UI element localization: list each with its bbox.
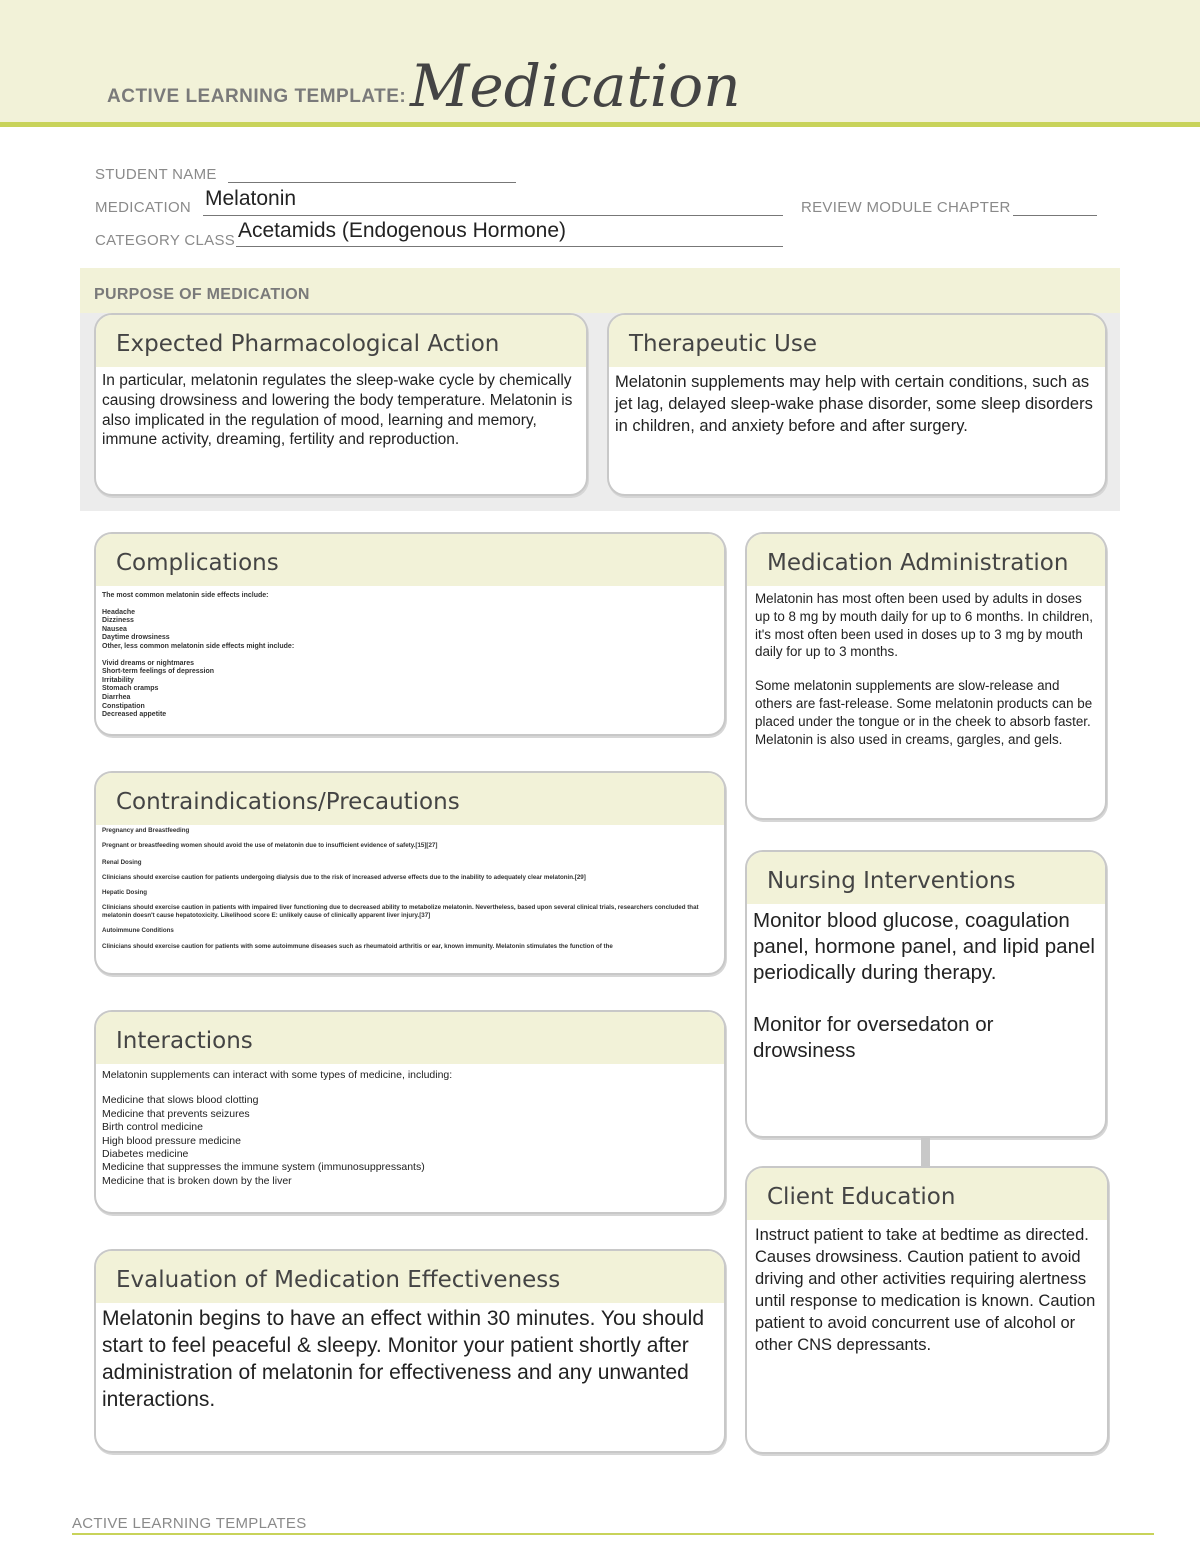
page-title: Medication: [410, 52, 741, 120]
complication-item: Stomach cramps: [102, 685, 159, 693]
card-header: [747, 852, 1105, 904]
contraindication-line: Clinicians should exercise caution for patients with some autoimmune diseases such as rheumatoid arthritis or ear, known immunity. Melatonin stimulates the function of the: [102, 943, 613, 950]
evaluation-title: Evaluation of Medication Effectiveness: [116, 1267, 561, 1293]
card-header: [747, 1168, 1107, 1220]
complications-intro: The most common melatonin side effects include:: [102, 592, 269, 599]
evaluation-text: Melatonin begins to have an effect within 30 minutes. You should start to feel peaceful & sleepy. Monitor your patient shortly after administration of melatonin for effectiveness and any unwanted interactions.: [102, 1307, 705, 1411]
contraindication-heading: Hepatic Dosing: [102, 889, 148, 896]
complication-item: Irritability: [102, 676, 134, 684]
complication-item: Short-term feelings of depression: [102, 668, 215, 676]
contraindication-heading: Autoimmune Conditions: [102, 927, 174, 934]
administration-card: [745, 532, 1107, 820]
interactions-intro: Melatonin supplements can interact with some types of medicine, including:: [102, 1069, 453, 1081]
interaction-item: Medicine that slows blood clotting: [102, 1094, 259, 1107]
expected-action-text: In particular, melatonin regulates the sleep-wake cycle by chemically causing drowsiness and lowering the body temperature. Melatonin is also implicated in the regulation of mood, learning and memory, immune activity, dreaming, fertility and reproduction.: [102, 372, 573, 449]
expected-action-card: [94, 313, 588, 496]
interaction-item: Birth control medicine: [102, 1121, 203, 1134]
nursing-interventions-title: Nursing Interventions: [767, 868, 1016, 894]
interactions-text: [96, 1064, 724, 1188]
card-header: [609, 315, 1105, 367]
card-header: [96, 773, 724, 825]
medication-value: Melatonin: [205, 187, 297, 210]
complication-item: Diarrhea: [102, 693, 131, 701]
interaction-item: Medicine that is broken down by the liver: [102, 1174, 292, 1187]
student-name-field[interactable]: [228, 182, 516, 183]
header-rule: [0, 122, 1200, 127]
contraindications-card: [94, 771, 726, 975]
interaction-item: Diabetes medicine: [102, 1148, 189, 1161]
complication-item: Headache: [102, 608, 136, 616]
card-header: [747, 534, 1105, 586]
client-education-card: [745, 1166, 1109, 1454]
category-class-value: Acetamids (Endogenous Hormone): [238, 219, 567, 242]
contraindications-text: [96, 825, 724, 961]
complication-item: Decreased appetite: [102, 711, 167, 719]
contraindication-heading: Pregnancy and Breastfeeding: [102, 827, 190, 834]
administration-paragraph: Melatonin has most often been used by adults in doses up to 8 mg by mouth daily for up to 6 months. In children, it's most often been used in doses up to 3 mg by mouth daily for up to 3 months.: [755, 591, 1093, 660]
interaction-item: High blood pressure medicine: [102, 1134, 241, 1147]
complications-title: Complications: [116, 550, 279, 576]
contraindication-heading: Renal Dosing: [102, 859, 142, 866]
category-class-label: CATEGORY CLASS: [95, 232, 236, 249]
card-header: [96, 1251, 724, 1303]
complication-item: Daytime drowsiness: [102, 634, 170, 642]
complication-item: Dizziness: [102, 617, 134, 625]
interaction-item: Medicine that prevents seizures: [102, 1107, 250, 1120]
interactions-title: Interactions: [116, 1028, 253, 1054]
therapeutic-use-card: [607, 313, 1107, 496]
template-label: ACTIVE LEARNING TEMPLATE:: [107, 86, 407, 107]
complication-item: Nausea: [102, 625, 127, 633]
contraindication-line: Clinicians should exercise caution for patients undergoing dialysis due to the risk of increased adverse effects due to the inability to adequately clear melatonin.[29]: [102, 874, 586, 881]
card-header: [96, 534, 724, 586]
therapeutic-use-title: Therapeutic Use: [629, 331, 817, 357]
nursing-interventions-card: [745, 850, 1107, 1138]
evaluation-card: [94, 1249, 726, 1453]
administration-paragraph: Some melatonin supplements are slow-release and others are fast-release. Some melatonin products can be placed under the tongue or in the cheek to absorb faster. Melatonin is also used in creams, gargles, and gels.: [755, 678, 1093, 747]
footer-label: ACTIVE LEARNING TEMPLATES: [72, 1515, 307, 1532]
review-module-label: REVIEW MODULE CHAPTER: [801, 199, 1011, 216]
complication-item: Vivid dreams or nightmares: [102, 659, 195, 667]
card-header: [96, 315, 586, 367]
nursing-interventions-text: [747, 904, 1105, 1064]
review-module-field[interactable]: [1013, 215, 1097, 216]
administration-title: Medication Administration: [767, 550, 1069, 576]
therapeutic-use-text: Melatonin supplements may help with certain conditions, such as jet lag, delayed sleep-wake phase disorder, some sleep disorders in children, and anxiety before and after surgery.: [615, 373, 1093, 435]
medication-label: MEDICATION: [95, 199, 192, 216]
medication-field[interactable]: [203, 215, 783, 216]
complications-card: [94, 532, 726, 736]
student-name-label: STUDENT NAME: [95, 166, 217, 183]
card-connector: [921, 1136, 930, 1166]
interaction-item: Medicine that suppresses the immune system (immunosuppressants): [102, 1161, 425, 1174]
card-header: [96, 1012, 724, 1064]
administration-text: [747, 586, 1105, 748]
expected-action-title: Expected Pharmacological Action: [116, 331, 500, 357]
nursing-paragraph: Monitor for oversedaton or drowsiness: [753, 1013, 994, 1062]
client-education-title: Client Education: [767, 1184, 956, 1210]
complications-other-intro: Other, less common melatonin side effects might include:: [102, 642, 295, 650]
contraindication-line: Clinicians should exercise caution in patients with impaired liver functioning due to decreased ability to metabolize melatonin. Nevertheless, based upon several clinical trials, researchers concluded that melatonin doesn't cause hepatotoxicity. Likelihood score E: unlikely cause of clinically apparent liver injury.[37]: [102, 904, 699, 919]
complication-item: Constipation: [102, 702, 145, 710]
purpose-label: PURPOSE OF MEDICATION: [94, 286, 310, 303]
nursing-paragraph: Monitor blood glucose, coagulation panel, hormone panel, and lipid panel periodically during therapy.: [753, 909, 1095, 984]
footer-rule: [72, 1533, 1154, 1535]
contraindication-line: Pregnant or breastfeeding women should avoid the use of melatonin due to insufficient evidence of safety.[15][27]: [102, 842, 438, 849]
interactions-card: [94, 1010, 726, 1214]
client-education-text: Instruct patient to take at bedtime as directed. Causes drowsiness. Caution patient to avoid driving and other activities requiring alertness until response to medication is known. Caution patient to avoid concurrent use of alcohol or other CNS depressants.: [755, 1226, 1096, 1354]
complications-text: [96, 586, 724, 720]
contraindications-title: Contraindications/Precautions: [116, 789, 460, 815]
category-class-field[interactable]: [236, 246, 783, 247]
